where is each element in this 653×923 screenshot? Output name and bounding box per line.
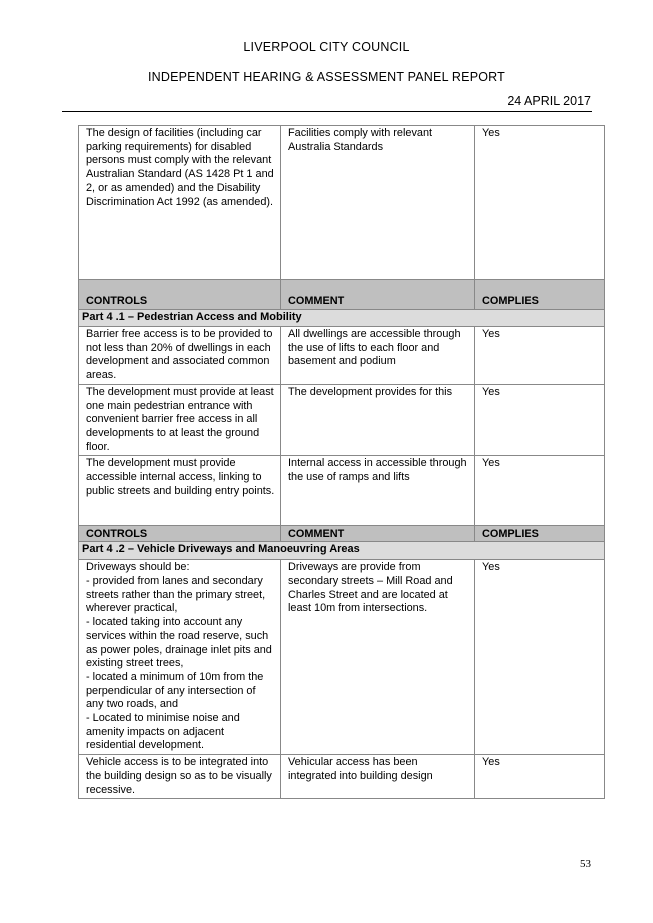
comment-cell: Facilities comply with relevant Australia Standards: [281, 126, 475, 280]
header-complies: COMPLIES: [475, 526, 605, 542]
complies-cell: Yes: [475, 560, 605, 755]
table-header-row: [79, 526, 605, 542]
header-controls: CONTROLS: [79, 526, 281, 542]
complies-cell: Yes: [475, 456, 605, 526]
complies-cell: Yes: [475, 327, 605, 385]
control-cell: Driveways should be: - provided from lanes and secondary streets rather than the primary street, wherever practical, - located taking into account any services within the road reserve, such as power poles, drainage inlet pits and existing street trees, - located a minimum of 10m from the perpendicular of any intersection of any two roads, and - Located to minimise noise and amenity impacts on adjacent residential development.: [79, 560, 281, 755]
control-cell: The design of facilities (including car parking requirements) for disabled persons must comply with the relevant Australian Standard (AS 1428 Pt 1 and 2, or as amended) and the Disability Discrimination Act 1992 (as amended).: [79, 126, 281, 280]
comment-cell: All dwellings are accessible through the use of lifts to each floor and basement and podium: [281, 327, 475, 385]
page-number: 53: [580, 858, 591, 870]
council-name: LIVERPOOL CITY COUNCIL: [243, 40, 410, 54]
table-row: [79, 560, 605, 755]
table-row: [79, 755, 605, 799]
header-comment: COMMENT: [281, 280, 475, 310]
comment-cell: Internal access in accessible through the use of ramps and lifts: [281, 456, 475, 526]
control-cell: Barrier free access is to be provided to not less than 20% of dwellings in each development and associated common areas.: [79, 327, 281, 385]
comment-cell: The development provides for this: [281, 384, 475, 456]
table-row: [79, 384, 605, 456]
report-title: INDEPENDENT HEARING & ASSESSMENT PANEL REPORT: [147, 70, 505, 84]
header-controls: CONTROLS: [79, 280, 281, 310]
section-row-4-1: [79, 310, 605, 327]
compliance-table: [78, 125, 605, 799]
complies-cell: Yes: [475, 384, 605, 456]
table-row: [79, 126, 605, 280]
section-title: Part 4 .2 – Vehicle Driveways and Manoeuvring Areas: [79, 542, 605, 560]
section-row-4-2: [79, 542, 605, 560]
report-date: 24 APRIL 2017: [507, 94, 591, 108]
table-row: [79, 456, 605, 526]
header-rule: [62, 111, 592, 112]
control-cell: Vehicle access is to be integrated into the building design so as to be visually recessive.: [79, 755, 281, 799]
control-cell: The development must provide accessible internal access, linking to public streets and building entry points.: [79, 456, 281, 526]
table-row: [79, 327, 605, 385]
comment-cell: Vehicular access has been integrated into building design: [281, 755, 475, 799]
section-title: Part 4 .1 – Pedestrian Access and Mobility: [79, 310, 605, 327]
complies-cell: Yes: [475, 126, 605, 280]
comment-cell: Driveways are provide from secondary streets – Mill Road and Charles Street and are located at least 10m from intersections.: [281, 560, 475, 755]
complies-cell: Yes: [475, 755, 605, 799]
header-comment: COMMENT: [281, 526, 475, 542]
header-complies: COMPLIES: [475, 280, 605, 310]
control-cell: The development must provide at least one main pedestrian entrance with convenient barrier free access in all developments to at least the ground floor.: [79, 384, 281, 456]
table-header-row: [79, 280, 605, 310]
